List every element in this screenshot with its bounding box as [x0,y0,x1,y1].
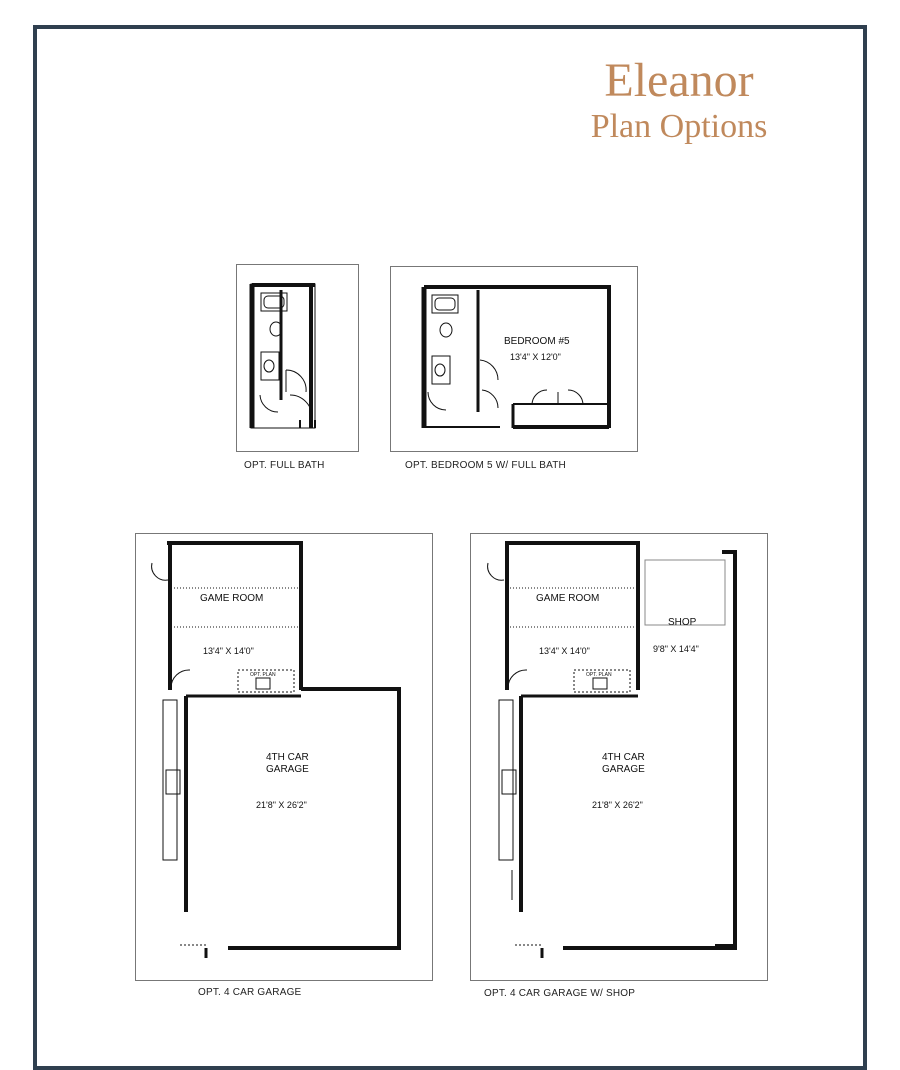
garage4-game-room-label: GAME ROOM [200,593,264,604]
shop-plan-garage-line2: GARAGE [602,764,645,775]
shop-dims: 9'8" X 14'4" [653,644,699,654]
plan-title: Eleanor [604,54,754,107]
full-bath-plan [251,284,315,428]
bedroom5-dims: 13'4" X 12'0" [510,352,561,362]
garage4-label-line1: 4TH CAR [266,752,309,763]
shop-plan-garage-line1: 4TH CAR [602,752,645,763]
garage4-small-label: OPT. PLAN [250,672,276,678]
shop-plan-small-label: OPT. PLAN [586,672,612,678]
bedroom5-label: BEDROOM #5 [504,336,570,347]
garage4-plan [152,543,401,958]
garage-shop-plan [488,543,737,958]
shop-plan-garage-dims: 21'8" X 26'2" [592,800,643,810]
caption-bedroom5: OPT. BEDROOM 5 W/ FULL BATH [405,460,566,471]
garage4-label-line2: GARAGE [266,764,309,775]
garage4-garage-dims: 21'8" X 26'2" [256,800,307,810]
shop-plan-game-room-label: GAME ROOM [536,593,600,604]
caption-full-bath: OPT. FULL BATH [244,460,325,471]
shop-plan-game-room-dims: 13'4" X 14'0" [539,646,590,656]
caption-4car-garage: OPT. 4 CAR GARAGE [198,987,302,998]
garage4-game-room-dims: 13'4" X 14'0" [203,646,254,656]
shop-label: SHOP [668,617,697,628]
caption-4car-garage-shop: OPT. 4 CAR GARAGE W/ SHOP [484,988,636,999]
plan-subtitle: Plan Options [590,108,768,145]
